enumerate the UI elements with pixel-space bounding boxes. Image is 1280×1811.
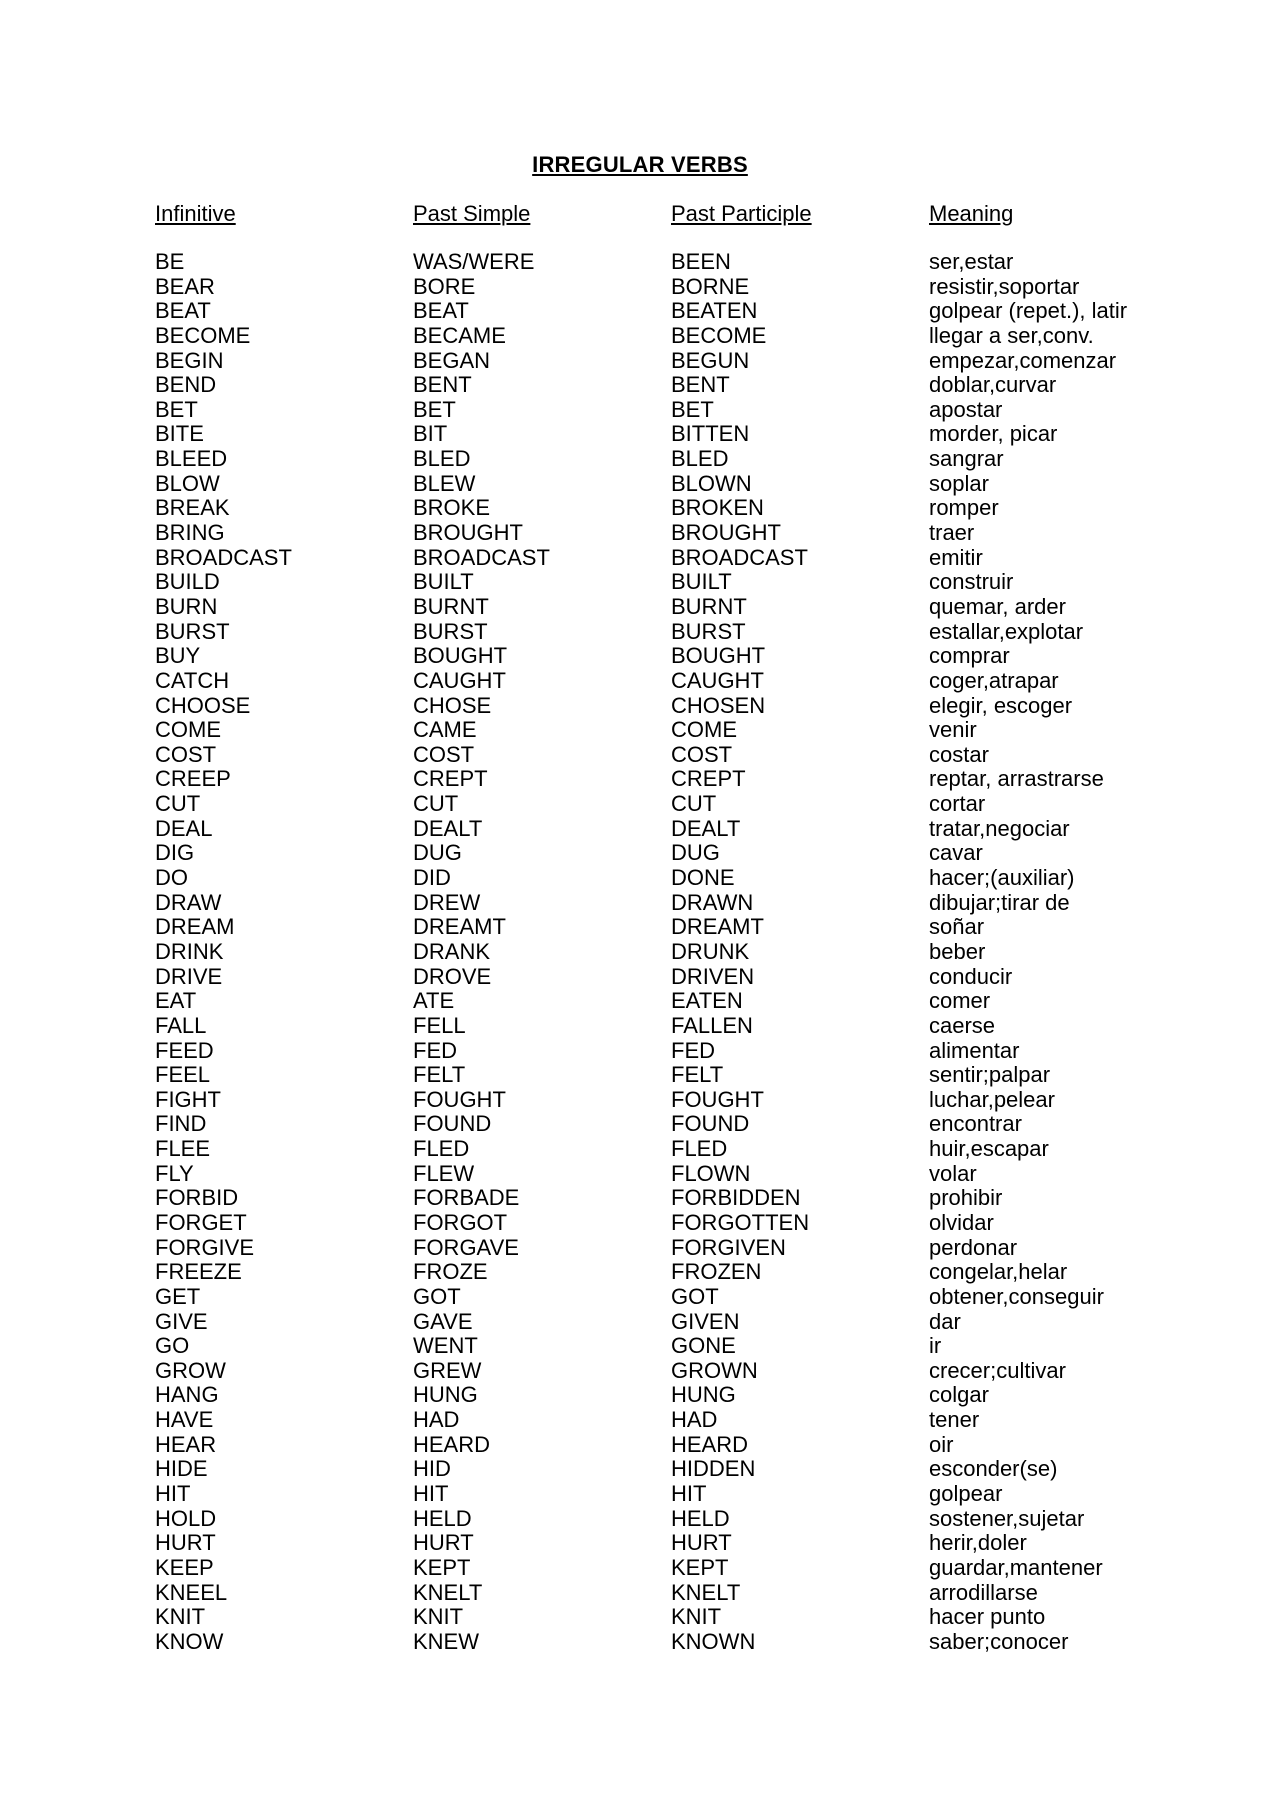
table-row	[0, 1457, 1280, 1482]
table-row	[0, 570, 1280, 595]
meaning-cell: llegar a ser,conv.	[929, 322, 1094, 348]
past-participle-cell: BROUGHT	[671, 520, 781, 546]
table-row	[0, 472, 1280, 497]
meaning-cell: tratar,negociar	[929, 815, 1070, 841]
meaning-cell: beber	[929, 938, 986, 964]
table-row	[0, 817, 1280, 842]
infinitive-cell: FLY	[155, 1160, 194, 1186]
past-simple-cell: CAME	[413, 717, 477, 743]
table-row	[0, 1112, 1280, 1137]
past-simple-cell: BROKE	[413, 495, 491, 521]
past-participle-cell: HAD	[671, 1407, 718, 1433]
past-participle-cell: KEPT	[671, 1554, 729, 1580]
infinitive-cell: FORBID	[155, 1185, 239, 1211]
table-row	[0, 521, 1280, 546]
infinitive-cell: GIVE	[155, 1308, 208, 1334]
infinitive-cell: DEAL	[155, 815, 213, 841]
table-row	[0, 792, 1280, 817]
past-simple-cell: KNIT	[413, 1604, 464, 1630]
table-row	[0, 915, 1280, 940]
table-row	[0, 595, 1280, 620]
past-participle-cell: BEATEN	[671, 298, 758, 324]
infinitive-cell: HIDE	[155, 1456, 208, 1482]
infinitive-cell: BLEED	[155, 446, 228, 472]
infinitive-cell: FREEZE	[155, 1259, 242, 1285]
table-row	[0, 989, 1280, 1014]
past-participle-cell: GROWN	[671, 1357, 758, 1383]
meaning-cell: costar	[929, 741, 989, 767]
infinitive-cell: EAT	[155, 988, 197, 1014]
past-participle-cell: HELD	[671, 1505, 730, 1531]
meaning-cell: soplar	[929, 470, 989, 496]
meaning-cell: cavar	[929, 840, 983, 866]
table-row	[0, 1383, 1280, 1408]
table-row	[0, 940, 1280, 965]
meaning-cell: saber;conocer	[929, 1628, 1069, 1654]
infinitive-cell: BROADCAST	[155, 544, 292, 570]
meaning-cell: ir	[929, 1333, 942, 1359]
infinitive-cell: DRIVE	[155, 963, 223, 989]
header-past-simple: Past Simple	[413, 201, 531, 226]
past-participle-cell: FELT	[671, 1062, 724, 1088]
infinitive-cell: BURST	[155, 618, 230, 644]
table-row	[0, 644, 1280, 669]
infinitive-cell: FIND	[155, 1111, 207, 1137]
header-infinitive: Infinitive	[155, 201, 236, 226]
past-simple-cell: HID	[413, 1456, 451, 1482]
meaning-cell: conducir	[929, 963, 1013, 989]
infinitive-cell: BLOW	[155, 470, 220, 496]
past-simple-cell: CUT	[413, 791, 459, 817]
past-simple-cell: FORGOT	[413, 1209, 508, 1235]
infinitive-cell: BECOME	[155, 322, 251, 348]
table-row	[0, 1630, 1280, 1655]
past-participle-cell: BURNT	[671, 593, 747, 619]
meaning-cell: traer	[929, 520, 975, 546]
past-simple-cell: HUNG	[413, 1382, 478, 1408]
past-participle-cell: FALLEN	[671, 1012, 753, 1038]
past-participle-cell: FORBIDDEN	[671, 1185, 801, 1211]
meaning-cell: colgar	[929, 1382, 989, 1408]
meaning-cell: herir,doler	[929, 1530, 1027, 1556]
page-title: IRREGULAR VERBS	[532, 152, 748, 177]
past-participle-cell: CUT	[671, 791, 717, 817]
past-participle-cell: DRUNK	[671, 938, 750, 964]
meaning-cell: romper	[929, 495, 999, 521]
meaning-cell: arrodillarse	[929, 1579, 1038, 1605]
table-row	[0, 1556, 1280, 1581]
infinitive-cell: DIG	[155, 840, 195, 866]
meaning-cell: coger,atrapar	[929, 667, 1059, 693]
table-row	[0, 1088, 1280, 1113]
meaning-cell: dibujar;tirar de	[929, 889, 1070, 915]
past-participle-cell: FORGOTTEN	[671, 1209, 810, 1235]
past-participle-cell: DUG	[671, 840, 720, 866]
meaning-cell: resistir,soportar	[929, 273, 1080, 299]
meaning-cell: guardar,mantener	[929, 1554, 1103, 1580]
infinitive-cell: HURT	[155, 1530, 216, 1556]
infinitive-cell: BREAK	[155, 495, 230, 521]
meaning-cell: golpear (repet.), latir	[929, 298, 1128, 324]
past-participle-cell: BOUGHT	[671, 643, 766, 669]
table-row	[0, 669, 1280, 694]
table-row	[0, 1359, 1280, 1384]
infinitive-cell: HIT	[155, 1481, 191, 1507]
past-participle-cell: BET	[671, 396, 714, 422]
meaning-cell: estallar,explotar	[929, 618, 1084, 644]
infinitive-cell: COST	[155, 741, 217, 767]
infinitive-cell: BRING	[155, 520, 225, 546]
infinitive-cell: FEED	[155, 1037, 214, 1063]
table-row	[0, 275, 1280, 300]
table-row	[0, 422, 1280, 447]
past-participle-cell: CHOSEN	[671, 692, 766, 718]
meaning-cell: reptar, arrastrarse	[929, 766, 1104, 792]
infinitive-cell: FLEE	[155, 1136, 211, 1162]
table-row	[0, 1310, 1280, 1335]
past-simple-cell: DUG	[413, 840, 462, 866]
infinitive-cell: HEAR	[155, 1431, 217, 1457]
past-participle-cell: HIDDEN	[671, 1456, 756, 1482]
past-simple-cell: FORBADE	[413, 1185, 520, 1211]
table-row	[0, 398, 1280, 423]
past-participle-cell: BENT	[671, 372, 730, 398]
table-row	[0, 1482, 1280, 1507]
past-simple-cell: BECAME	[413, 322, 506, 348]
past-simple-cell: CHOSE	[413, 692, 492, 718]
table-row	[0, 1211, 1280, 1236]
infinitive-cell: BUY	[155, 643, 201, 669]
infinitive-cell: BURN	[155, 593, 218, 619]
past-participle-cell: FED	[671, 1037, 715, 1063]
infinitive-cell: KEEP	[155, 1554, 214, 1580]
past-simple-cell: GAVE	[413, 1308, 473, 1334]
past-participle-cell: FOUGHT	[671, 1086, 764, 1112]
infinitive-cell: CATCH	[155, 667, 230, 693]
infinitive-cell: HANG	[155, 1382, 219, 1408]
meaning-cell: doblar,curvar	[929, 372, 1057, 398]
past-participle-cell: FLED	[671, 1136, 728, 1162]
past-simple-cell: HAD	[413, 1407, 460, 1433]
table-row	[0, 349, 1280, 374]
past-participle-cell: FOUND	[671, 1111, 750, 1137]
past-simple-cell: KNEW	[413, 1628, 479, 1654]
meaning-cell: obtener,conseguir	[929, 1283, 1104, 1309]
past-participle-cell: GOT	[671, 1283, 719, 1309]
past-participle-cell: BORNE	[671, 273, 750, 299]
past-simple-cell: BROUGHT	[413, 520, 523, 546]
past-simple-cell: HEARD	[413, 1431, 491, 1457]
column-headers	[0, 201, 1280, 231]
past-participle-cell: FLOWN	[671, 1160, 751, 1186]
past-simple-cell: WAS/WERE	[413, 249, 535, 274]
table-row	[0, 447, 1280, 472]
infinitive-cell: BEND	[155, 372, 217, 398]
past-participle-cell: DRAWN	[671, 889, 754, 915]
table-row	[0, 1162, 1280, 1187]
table-row	[0, 546, 1280, 571]
table-row	[0, 718, 1280, 743]
infinitive-cell: COME	[155, 717, 221, 743]
infinitive-cell: KNOW	[155, 1628, 224, 1654]
infinitive-cell: FIGHT	[155, 1086, 221, 1112]
past-participle-cell: HUNG	[671, 1382, 736, 1408]
table-row	[0, 373, 1280, 398]
past-simple-cell: BURST	[413, 618, 488, 644]
past-simple-cell: FOUND	[413, 1111, 492, 1137]
meaning-cell: construir	[929, 569, 1014, 595]
meaning-cell: empezar,comenzar	[929, 347, 1117, 373]
meaning-cell: sentir;palpar	[929, 1062, 1051, 1088]
past-simple-cell: BIT	[413, 421, 448, 447]
meaning-cell: huir,escapar	[929, 1136, 1049, 1162]
infinitive-cell: CREEP	[155, 766, 231, 792]
table-row	[0, 299, 1280, 324]
past-simple-cell: WENT	[413, 1333, 478, 1359]
past-simple-cell: BLED	[413, 446, 471, 472]
past-simple-cell: HURT	[413, 1530, 474, 1556]
past-participle-cell: CREPT	[671, 766, 746, 792]
meaning-cell: comprar	[929, 643, 1010, 669]
past-simple-cell: BET	[413, 396, 456, 422]
table-row	[0, 1581, 1280, 1606]
past-simple-cell: DROVE	[413, 963, 492, 989]
meaning-cell: soñar	[929, 914, 985, 940]
past-participle-cell: FORGIVEN	[671, 1234, 786, 1260]
meaning-cell: morder, picar	[929, 421, 1058, 447]
past-participle-cell: DREAMT	[671, 914, 764, 940]
past-participle-cell: HURT	[671, 1530, 732, 1556]
past-simple-cell: ATE	[413, 988, 455, 1014]
table-row	[0, 1285, 1280, 1310]
infinitive-cell: BITE	[155, 421, 204, 447]
infinitive-cell: CHOOSE	[155, 692, 251, 718]
past-participle-cell: BURST	[671, 618, 746, 644]
meaning-cell: perdonar	[929, 1234, 1018, 1260]
infinitive-cell: BE	[155, 249, 185, 274]
past-simple-cell: BLEW	[413, 470, 476, 496]
infinitive-cell: DO	[155, 865, 188, 891]
meaning-cell: venir	[929, 717, 977, 743]
past-participle-cell: GONE	[671, 1333, 736, 1359]
past-participle-cell: BITTEN	[671, 421, 750, 447]
past-simple-cell: FELL	[413, 1012, 466, 1038]
past-simple-cell: BORE	[413, 273, 476, 299]
past-participle-cell: BEEN	[671, 249, 731, 274]
past-participle-cell: KNELT	[671, 1579, 741, 1605]
past-participle-cell: BROKEN	[671, 495, 764, 521]
table-row	[0, 324, 1280, 349]
header-past-participle: Past Participle	[671, 201, 812, 226]
past-simple-cell: FLEW	[413, 1160, 475, 1186]
meaning-cell: cortar	[929, 791, 986, 817]
meaning-cell: oir	[929, 1431, 954, 1457]
infinitive-cell: DREAM	[155, 914, 235, 940]
past-participle-cell: BUILT	[671, 569, 732, 595]
meaning-cell: dar	[929, 1308, 961, 1334]
past-participle-cell: KNOWN	[671, 1628, 756, 1654]
past-simple-cell: DRANK	[413, 938, 491, 964]
infinitive-cell: FEEL	[155, 1062, 211, 1088]
past-participle-cell: DEALT	[671, 815, 741, 841]
meaning-cell: hacer punto	[929, 1604, 1046, 1630]
verb-table	[0, 250, 1280, 1655]
past-simple-cell: BENT	[413, 372, 472, 398]
infinitive-cell: GET	[155, 1283, 201, 1309]
table-row	[0, 1507, 1280, 1532]
past-simple-cell: FOUGHT	[413, 1086, 506, 1112]
infinitive-cell: DRAW	[155, 889, 222, 915]
past-simple-cell: CAUGHT	[413, 667, 506, 693]
table-row	[0, 1137, 1280, 1162]
past-simple-cell: KNELT	[413, 1579, 483, 1605]
table-row	[0, 1433, 1280, 1458]
meaning-cell: quemar, arder	[929, 593, 1066, 619]
past-participle-cell: GIVEN	[671, 1308, 740, 1334]
meaning-cell: volar	[929, 1160, 977, 1186]
meaning-cell: caerse	[929, 1012, 996, 1038]
infinitive-cell: FORGET	[155, 1209, 247, 1235]
table-row	[0, 1605, 1280, 1630]
past-participle-cell: BECOME	[671, 322, 767, 348]
infinitive-cell: CUT	[155, 791, 201, 817]
meaning-cell: sostener,sujetar	[929, 1505, 1085, 1531]
meaning-cell: olvidar	[929, 1209, 994, 1235]
infinitive-cell: DRINK	[155, 938, 224, 964]
past-participle-cell: EATEN	[671, 988, 743, 1014]
past-simple-cell: BURNT	[413, 593, 489, 619]
table-row	[0, 250, 1280, 275]
infinitive-cell: HOLD	[155, 1505, 217, 1531]
table-row	[0, 743, 1280, 768]
past-simple-cell: BUILT	[413, 569, 474, 595]
past-participle-cell: HIT	[671, 1481, 707, 1507]
past-simple-cell: KEPT	[413, 1554, 471, 1580]
past-participle-cell: KNIT	[671, 1604, 722, 1630]
past-simple-cell: HIT	[413, 1481, 449, 1507]
table-row	[0, 841, 1280, 866]
past-simple-cell: GREW	[413, 1357, 482, 1383]
past-participle-cell: DRIVEN	[671, 963, 755, 989]
meaning-cell: tener	[929, 1407, 980, 1433]
past-participle-cell: FROZEN	[671, 1259, 762, 1285]
past-participle-cell: BROADCAST	[671, 544, 808, 570]
infinitive-cell: HAVE	[155, 1407, 214, 1433]
infinitive-cell: BEGIN	[155, 347, 224, 373]
table-row	[0, 1408, 1280, 1433]
table-row	[0, 965, 1280, 990]
table-row	[0, 1014, 1280, 1039]
past-simple-cell: FED	[413, 1037, 457, 1063]
meaning-cell: congelar,helar	[929, 1259, 1068, 1285]
meaning-cell: prohibir	[929, 1185, 1003, 1211]
meaning-cell: encontrar	[929, 1111, 1022, 1137]
past-simple-cell: DID	[413, 865, 451, 891]
meaning-cell: apostar	[929, 396, 1003, 422]
past-participle-cell: CAUGHT	[671, 667, 764, 693]
infinitive-cell: BEAR	[155, 273, 215, 299]
meaning-cell: elegir, escoger	[929, 692, 1073, 718]
past-participle-cell: COST	[671, 741, 733, 767]
past-simple-cell: BEGAN	[413, 347, 491, 373]
table-row	[0, 891, 1280, 916]
meaning-cell: hacer;(auxiliar)	[929, 865, 1075, 891]
table-row	[0, 1531, 1280, 1556]
infinitive-cell: KNIT	[155, 1604, 206, 1630]
past-simple-cell: CREPT	[413, 766, 488, 792]
meaning-cell: sangrar	[929, 446, 1004, 472]
infinitive-cell: FALL	[155, 1012, 207, 1038]
table-row	[0, 1236, 1280, 1261]
meaning-cell: comer	[929, 988, 991, 1014]
past-simple-cell: FELT	[413, 1062, 466, 1088]
meaning-cell: alimentar	[929, 1037, 1020, 1063]
table-row	[0, 496, 1280, 521]
table-row	[0, 694, 1280, 719]
past-simple-cell: FORGAVE	[413, 1234, 519, 1260]
past-participle-cell: BLED	[671, 446, 729, 472]
past-simple-cell: FLED	[413, 1136, 470, 1162]
table-row	[0, 767, 1280, 792]
past-simple-cell: GOT	[413, 1283, 461, 1309]
past-simple-cell: DEALT	[413, 815, 483, 841]
infinitive-cell: BET	[155, 396, 198, 422]
meaning-cell: golpear	[929, 1481, 1003, 1507]
past-participle-cell: BEGUN	[671, 347, 750, 373]
past-simple-cell: COST	[413, 741, 475, 767]
past-participle-cell: HEARD	[671, 1431, 749, 1457]
past-simple-cell: HELD	[413, 1505, 472, 1531]
table-row	[0, 1186, 1280, 1211]
past-participle-cell: COME	[671, 717, 737, 743]
table-row	[0, 1039, 1280, 1064]
infinitive-cell: BUILD	[155, 569, 220, 595]
past-participle-cell: DONE	[671, 865, 735, 891]
meaning-cell: emitir	[929, 544, 983, 570]
past-simple-cell: DREW	[413, 889, 481, 915]
past-simple-cell: DREAMT	[413, 914, 506, 940]
past-simple-cell: BROADCAST	[413, 544, 550, 570]
table-row	[0, 1260, 1280, 1285]
past-participle-cell: BLOWN	[671, 470, 752, 496]
infinitive-cell: FORGIVE	[155, 1234, 255, 1260]
infinitive-cell: KNEEL	[155, 1579, 228, 1605]
past-simple-cell: FROZE	[413, 1259, 488, 1285]
table-row	[0, 866, 1280, 891]
meaning-cell: ser,estar	[929, 249, 1014, 274]
infinitive-cell: GROW	[155, 1357, 226, 1383]
meaning-cell: crecer;cultivar	[929, 1357, 1066, 1383]
meaning-cell: esconder(se)	[929, 1456, 1058, 1482]
infinitive-cell: BEAT	[155, 298, 211, 324]
header-meaning: Meaning	[929, 201, 1014, 226]
past-simple-cell: BEAT	[413, 298, 469, 324]
infinitive-cell: GO	[155, 1333, 190, 1359]
past-simple-cell: BOUGHT	[413, 643, 508, 669]
table-row	[0, 1334, 1280, 1359]
table-row	[0, 620, 1280, 645]
meaning-cell: luchar,pelear	[929, 1086, 1055, 1112]
table-row	[0, 1063, 1280, 1088]
